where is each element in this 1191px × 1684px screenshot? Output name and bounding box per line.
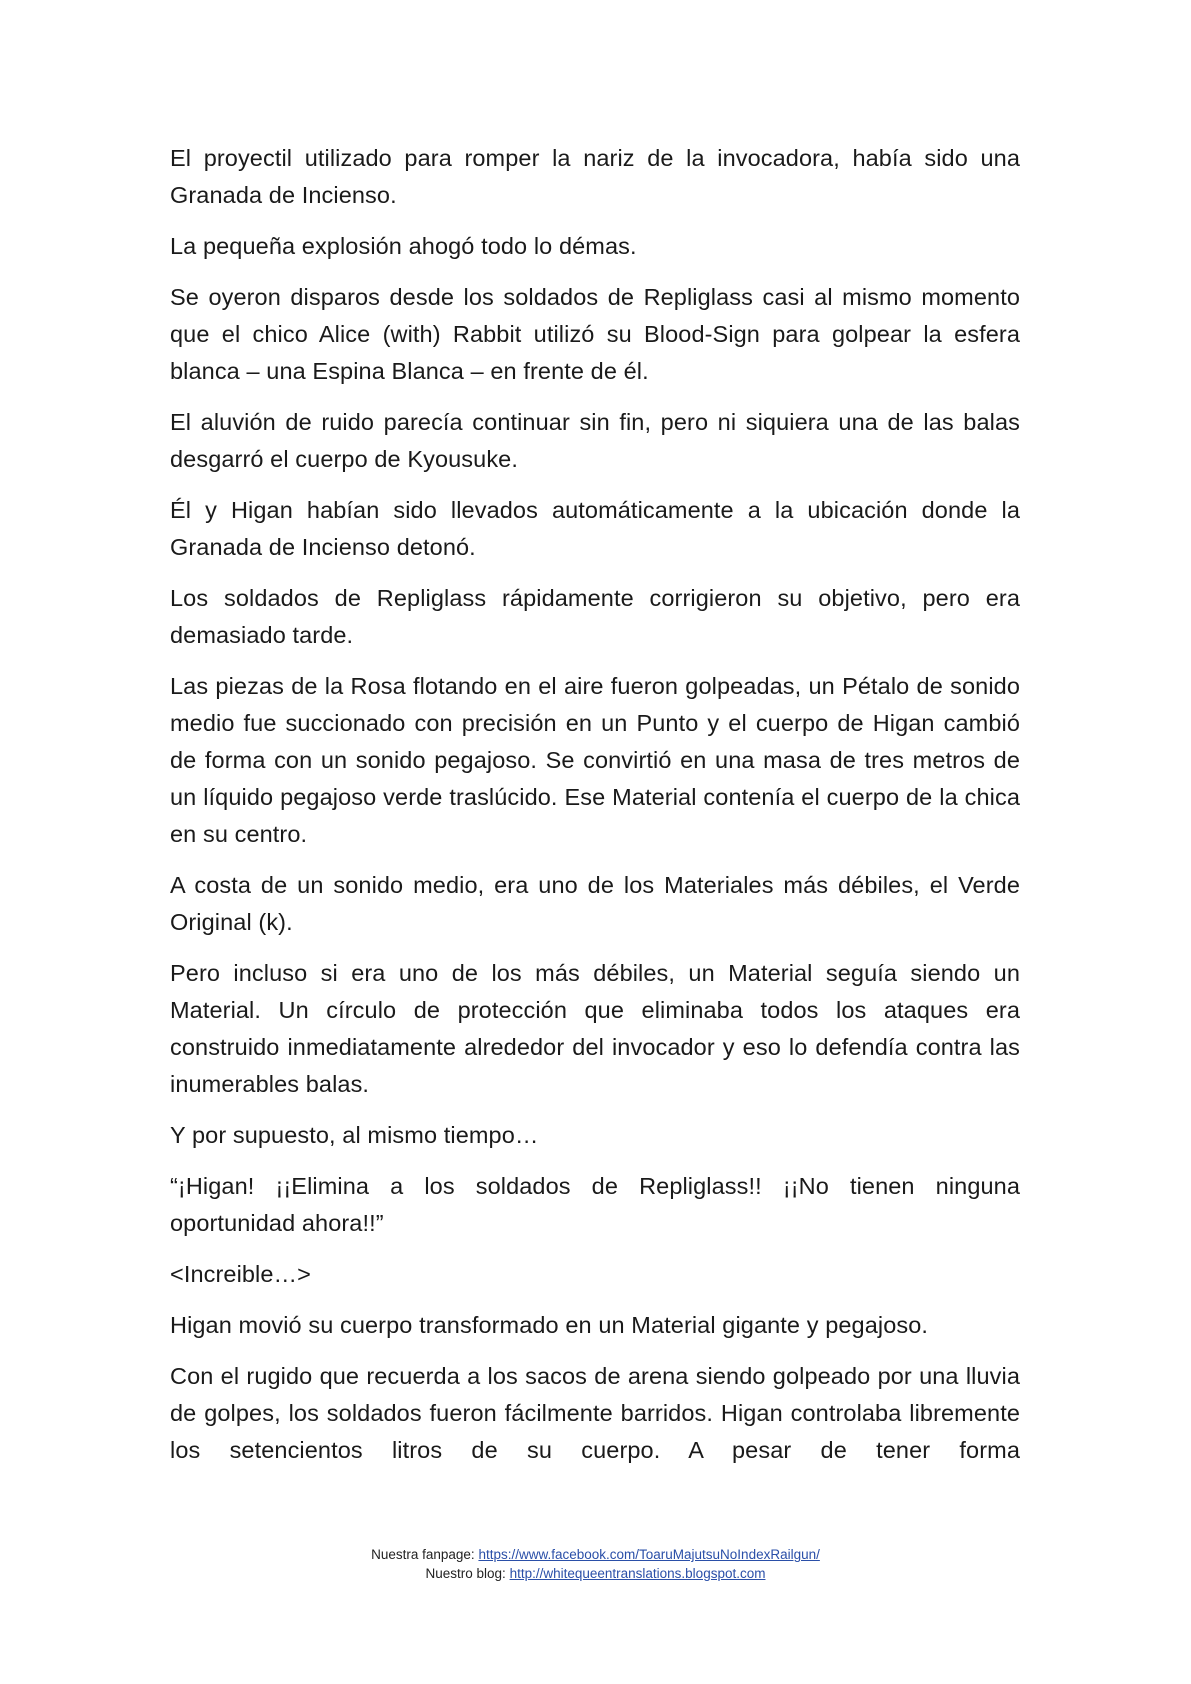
paragraph: La pequeña explosión ahogó todo lo démas. xyxy=(170,233,637,259)
blog-line xyxy=(0,1564,1191,1583)
body-text xyxy=(170,140,1020,1469)
page-footer xyxy=(0,1545,1191,1583)
fanpage-link[interactable]: https://www.facebook.com/ToaruMajutsuNoIndexRailgun/ xyxy=(478,1547,820,1562)
paragraph: Con el rugido que recuerda a los sacos de arena siendo golpeado por una lluvia de golpes, los soldados fueron fácilmente barridos. Higan controlaba libremente los setencientos litros de su cuerpo. A pesar de tener forma xyxy=(170,1363,1020,1463)
paragraph: Los soldados de Repliglass rápidamente corrigieron su objetivo, pero era demasiado tarde. xyxy=(170,585,1020,648)
paragraph: Las piezas de la Rosa flotando en el aire fueron golpeadas, un Pétalo de sonido medio fue succionado con precisión en un Punto y el cuerpo de Higan cambió de forma con un sonido pegajoso. Se convirtió en una masa de tres metros de un líquido pegajoso verde traslúcido. Ese Material contenía el cuerpo de la chica en su centro. xyxy=(170,673,1020,847)
paragraph: Y por supuesto, al mismo tiempo… xyxy=(170,1122,539,1148)
paragraph: El proyectil utilizado para romper la nariz de la invocadora, había sido una Granada de Incienso. xyxy=(170,145,1020,208)
paragraph: Él y Higan habían sido llevados automáticamente a la ubicación donde la Granada de Incienso detonó. xyxy=(170,497,1020,560)
paragraph: Higan movió su cuerpo transformado en un Material gigante y pegajoso. xyxy=(170,1312,929,1338)
fanpage-line xyxy=(0,1545,1191,1564)
blog-label: Nuestro blog: xyxy=(425,1566,510,1581)
paragraph: A costa de un sonido medio, era uno de los Materiales más débiles, el Verde Original (k). xyxy=(170,872,1020,935)
blog-link[interactable]: http://whitequeentranslations.blogspot.com xyxy=(509,1566,766,1581)
paragraph: <Increible…> xyxy=(170,1261,311,1287)
paragraph: Pero incluso si era uno de los más débiles, un Material seguía siendo un Material. Un círculo de protección que eliminaba todos los ataques era construido inmediatamente alrededor del invocador y eso lo defendía contra las inumerables balas. xyxy=(170,960,1020,1097)
fanpage-label: Nuestra fanpage: xyxy=(371,1547,479,1562)
paragraph: “¡Higan! ¡¡Elimina a los soldados de Repliglass!! ¡¡No tienen ninguna oportunidad ahora!!” xyxy=(170,1173,1020,1236)
paragraph: El aluvión de ruido parecía continuar sin fin, pero ni siquiera una de las balas desgarró el cuerpo de Kyousuke. xyxy=(170,409,1020,472)
paragraph: Se oyeron disparos desde los soldados de Repliglass casi al mismo momento que el chico Alice (with) Rabbit utilizó su Blood-Sign para golpear la esfera blanca – una Espina Blanca – en frente de él. xyxy=(170,284,1020,384)
